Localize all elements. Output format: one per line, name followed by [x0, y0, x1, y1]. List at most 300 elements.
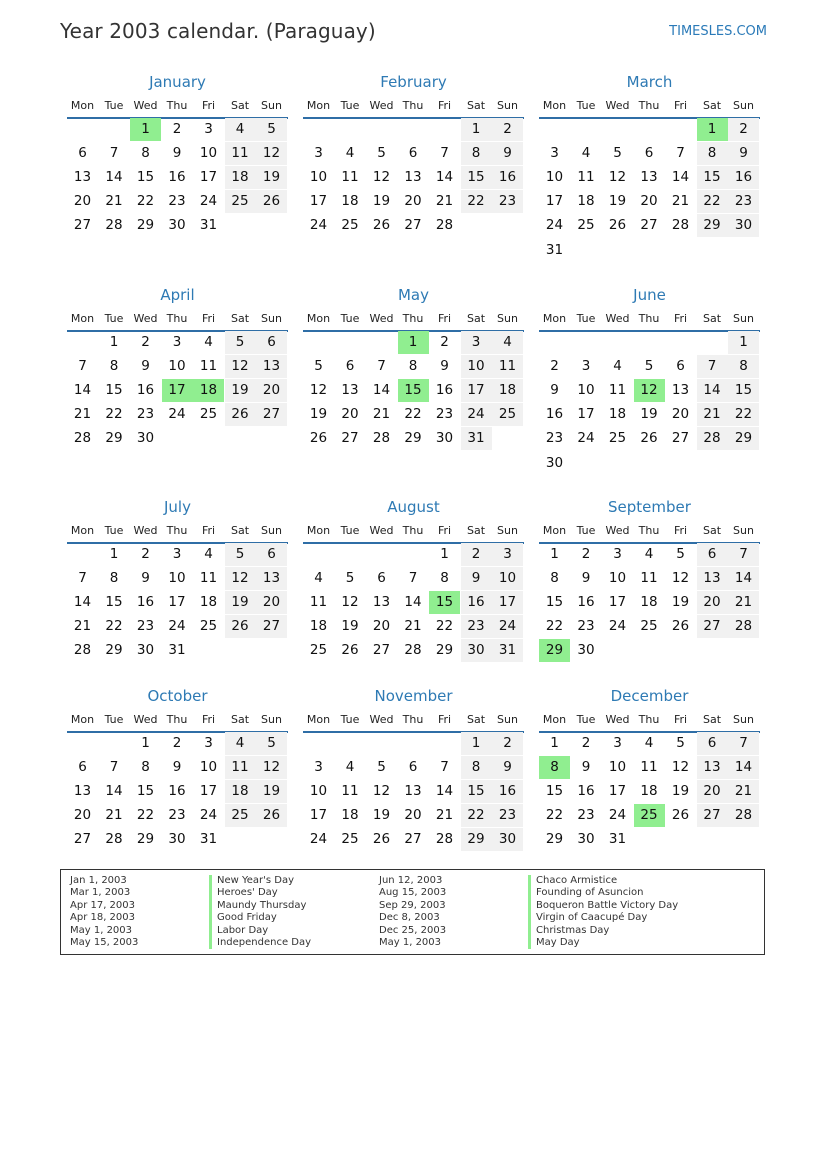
day-cell: 28 [372, 430, 391, 447]
month-name: January [149, 73, 206, 91]
day-cell: 6 [408, 759, 418, 776]
day-cell: 16 [492, 780, 523, 803]
weekday-header: Fri [437, 524, 452, 537]
day-cell: 18 [577, 193, 595, 210]
day-cell: 3 [492, 543, 523, 566]
day-cell: 8 [141, 759, 150, 776]
weekday-header: Mon [306, 524, 331, 537]
day-cell: 5 [676, 546, 685, 562]
weekday-header: Sat [702, 524, 722, 537]
day-cell: 21 [435, 193, 454, 210]
day-cell: 3 [204, 735, 213, 751]
legend-holiday-name: May Day [528, 937, 580, 949]
day-cell: 17 [492, 591, 523, 614]
day-cell: 2 [492, 118, 523, 141]
day-cell: 28 [435, 217, 454, 234]
day-cell: 26 [256, 190, 287, 213]
day-cell: 21 [728, 591, 759, 614]
weekday-header: Tue [340, 99, 360, 112]
legend-holiday-name: New Year's Day [209, 875, 294, 887]
day-cell: 14 [435, 783, 454, 800]
day-cell: 28 [728, 615, 759, 638]
weekday-header: Sun [261, 524, 282, 537]
day-cell: 23 [728, 190, 759, 213]
day-cell: 13 [73, 783, 92, 800]
day-cell: 12 [225, 567, 256, 590]
weekday-header: Thu [402, 524, 424, 537]
legend-date: Dec 25, 2003 [379, 924, 447, 936]
day-cell: 9 [440, 358, 449, 375]
day-cell: 18 [225, 780, 256, 803]
day-cell: 7 [78, 358, 87, 375]
day-cell: 16 [461, 591, 492, 614]
day-cell: 3 [613, 546, 622, 562]
day-cell: 15 [461, 166, 492, 189]
day-cell: 5 [377, 145, 386, 162]
weekday-header: Sat [230, 713, 250, 726]
day-cell: 24 [309, 831, 328, 848]
weekday-header: Sun [261, 713, 282, 726]
day-cell: 22 [404, 406, 422, 423]
weekday-header: Fri [437, 713, 452, 726]
month-name: June [633, 286, 666, 304]
day-cell: 11 [640, 759, 658, 776]
day-cell: 29 [136, 217, 155, 234]
day-cell: 22 [136, 193, 155, 210]
day-cell: 8 [109, 358, 119, 375]
day-cell: 24 [608, 618, 627, 635]
day-cell: 6 [697, 732, 728, 755]
weekday-header: Fri [201, 312, 216, 325]
day-cell: 7 [440, 759, 449, 776]
day-cell: 1 [141, 735, 150, 751]
day-cell: 9 [728, 142, 759, 165]
day-cell: 12 [309, 382, 328, 399]
holiday-date: 17 [162, 379, 193, 402]
day-cell: 22 [461, 804, 492, 827]
day-cell: 4 [644, 546, 654, 562]
day-cell: 13 [671, 382, 690, 399]
day-cell: 18 [309, 618, 328, 635]
day-cell: 14 [105, 169, 123, 186]
day-cell: 10 [608, 759, 627, 776]
day-cell: 10 [577, 382, 595, 399]
day-cell: 25 [608, 430, 627, 447]
legend-holiday-name: Boqueron Battle Victory Day [528, 900, 678, 912]
weekday-header: Sat [466, 524, 486, 537]
day-cell: 13 [640, 169, 658, 186]
month-name: August [387, 498, 440, 516]
day-cell: 3 [581, 358, 591, 375]
weekday-header: Sat [702, 713, 722, 726]
holiday-date: 15 [398, 379, 429, 402]
weekday-header: Mon [542, 713, 567, 726]
day-cell: 9 [492, 756, 523, 779]
day-cell: 12 [608, 169, 627, 186]
day-cell: 6 [345, 358, 355, 375]
day-cell: 22 [435, 618, 454, 635]
day-cell: 31 [199, 831, 218, 848]
holiday-date: 18 [193, 379, 224, 402]
holiday-date: 12 [634, 379, 665, 402]
legend-date: May 1, 2003 [70, 924, 133, 936]
weekday-header: Tue [576, 524, 596, 537]
day-cell: 26 [341, 642, 359, 659]
month-december [539, 687, 760, 887]
legend-date: Apr 17, 2003 [70, 899, 136, 911]
day-cell: 19 [309, 406, 328, 423]
day-cell: 4 [345, 759, 355, 776]
day-cell: 6 [256, 543, 287, 566]
holiday-date: 1 [398, 331, 429, 354]
day-cell: 14 [728, 567, 759, 590]
day-cell: 26 [225, 403, 256, 426]
day-cell: 14 [435, 169, 454, 186]
day-cell: 3 [461, 331, 492, 354]
weekday-header: Wed [605, 524, 630, 537]
day-cell: 30 [435, 430, 454, 447]
day-cell: 3 [314, 145, 323, 162]
day-cell: 8 [550, 570, 559, 587]
day-cell: 18 [608, 406, 627, 423]
legend-holiday-name: Founding of Asuncion [528, 887, 643, 899]
weekday-header: Mon [70, 524, 95, 537]
day-cell: 8 [109, 570, 119, 587]
weekday-header: Sat [702, 99, 722, 112]
weekday-header: Tue [576, 713, 596, 726]
day-cell: 25 [640, 618, 658, 635]
weekday-header: Sun [497, 99, 518, 112]
month-name: March [626, 73, 673, 91]
weekday-header: Thu [166, 713, 188, 726]
day-cell: 7 [676, 145, 685, 162]
day-cell: 28 [105, 831, 123, 848]
day-cell: 21 [671, 193, 690, 210]
day-cell: 19 [256, 780, 287, 803]
month-november [303, 687, 524, 887]
holiday-legend [60, 869, 765, 955]
day-cell: 11 [309, 594, 328, 611]
weekday-header: Tue [340, 312, 360, 325]
day-cell: 24 [545, 217, 564, 234]
day-cell: 18 [225, 166, 256, 189]
day-cell: 6 [256, 331, 287, 354]
weekday-header: Fri [673, 524, 688, 537]
day-cell: 19 [372, 807, 391, 824]
weekday-header: Sat [230, 312, 250, 325]
day-cell: 26 [671, 807, 690, 824]
weekday-header: Sat [466, 312, 486, 325]
month-june [539, 286, 760, 486]
month-october [67, 687, 288, 887]
day-cell: 25 [341, 217, 359, 234]
month-august [303, 498, 524, 698]
weekday-header: Sat [702, 312, 722, 325]
day-cell: 4 [345, 145, 355, 162]
day-cell: 7 [377, 358, 386, 375]
weekday-header: Thu [638, 99, 660, 112]
weekday-header: Tue [104, 524, 124, 537]
day-cell: 16 [492, 166, 523, 189]
month-name: November [374, 687, 453, 705]
day-cell: 2 [172, 121, 182, 137]
day-cell: 18 [341, 807, 359, 824]
legend-holiday-name: Chaco Armistice [528, 875, 617, 887]
day-cell: 30 [136, 430, 155, 447]
month-name: May [397, 286, 429, 304]
day-cell: 19 [341, 618, 359, 635]
day-cell: 2 [461, 543, 492, 566]
day-cell: 31 [199, 217, 218, 234]
weekday-header: Sun [261, 312, 282, 325]
day-cell: 21 [73, 618, 92, 635]
weekday-header: Sat [230, 99, 250, 112]
day-cell: 22 [697, 190, 728, 213]
weekday-header: Wed [369, 713, 394, 726]
weekday-header: Sat [466, 713, 486, 726]
day-cell: 6 [377, 570, 386, 587]
day-cell: 11 [341, 783, 359, 800]
weekday-header: Tue [576, 99, 596, 112]
day-cell: 6 [697, 543, 728, 566]
day-cell: 4 [581, 145, 591, 162]
weekday-header: Mon [70, 713, 95, 726]
day-cell: 18 [199, 594, 218, 611]
day-cell: 28 [73, 430, 92, 447]
legend-holiday-name: Heroes' Day [209, 887, 278, 899]
day-cell: 21 [404, 618, 422, 635]
day-cell: 15 [545, 783, 564, 800]
day-cell: 29 [404, 430, 422, 447]
day-cell: 28 [404, 642, 422, 659]
day-cell: 9 [172, 759, 182, 776]
day-cell: 18 [640, 594, 658, 611]
weekday-header: Tue [340, 713, 360, 726]
day-cell: 22 [105, 618, 123, 635]
day-cell: 22 [136, 807, 155, 824]
day-cell: 13 [341, 382, 359, 399]
weekday-header: Sun [497, 524, 518, 537]
day-cell: 15 [136, 783, 155, 800]
day-cell: 2 [141, 334, 150, 350]
day-cell: 2 [550, 358, 559, 375]
day-cell: 30 [168, 217, 186, 234]
weekday-header: Tue [340, 524, 360, 537]
day-cell: 11 [640, 570, 658, 587]
day-cell: 9 [550, 382, 559, 399]
day-cell: 7 [109, 759, 119, 776]
day-cell: 29 [105, 430, 123, 447]
day-cell: 17 [199, 169, 218, 186]
day-cell: 30 [545, 454, 564, 471]
day-cell: 1 [109, 546, 119, 562]
day-cell: 2 [492, 732, 523, 755]
day-cell: 29 [136, 831, 155, 848]
weekday-header: Mon [542, 99, 567, 112]
day-cell: 27 [341, 430, 359, 447]
weekday-header: Wed [133, 99, 158, 112]
day-cell: 23 [136, 618, 155, 635]
day-cell: 12 [372, 169, 391, 186]
day-cell: 1 [550, 735, 559, 751]
day-cell: 29 [728, 427, 759, 450]
day-cell: 6 [644, 145, 654, 162]
day-cell: 4 [225, 732, 256, 755]
day-cell: 8 [697, 142, 728, 165]
day-cell: 1 [728, 331, 759, 354]
weekday-header: Wed [605, 99, 630, 112]
day-cell: 17 [168, 594, 186, 611]
day-cell: 10 [199, 759, 218, 776]
day-cell: 23 [136, 406, 155, 423]
day-cell: 3 [314, 759, 323, 776]
day-cell: 8 [408, 358, 418, 375]
day-cell: 29 [461, 828, 492, 851]
day-cell: 10 [545, 169, 564, 186]
day-cell: 28 [728, 804, 759, 827]
weekday-header: Mon [306, 713, 331, 726]
day-cell: 30 [168, 831, 186, 848]
day-cell: 2 [728, 118, 759, 141]
day-cell: 5 [314, 358, 323, 375]
day-cell: 26 [608, 217, 627, 234]
day-cell: 24 [199, 807, 218, 824]
day-cell: 16 [136, 594, 155, 611]
day-cell: 5 [676, 735, 685, 751]
month-april [67, 286, 288, 486]
day-cell: 5 [613, 145, 622, 162]
day-cell: 1 [440, 546, 449, 562]
month-february [303, 73, 524, 273]
day-cell: 30 [728, 214, 759, 237]
legend-holiday-name: Good Friday [209, 912, 277, 924]
day-cell: 9 [172, 145, 182, 162]
day-cell: 4 [204, 546, 213, 562]
month-name: April [160, 286, 195, 304]
day-cell: 13 [697, 756, 728, 779]
day-cell: 2 [581, 735, 591, 751]
day-cell: 23 [577, 807, 595, 824]
month-may [303, 286, 524, 486]
day-cell: 17 [608, 783, 627, 800]
day-cell: 14 [105, 783, 123, 800]
day-cell: 19 [225, 379, 256, 402]
day-cell: 8 [461, 142, 492, 165]
day-cell: 30 [577, 642, 595, 659]
legend-date: Dec 8, 2003 [379, 912, 440, 924]
day-cell: 15 [136, 169, 155, 186]
day-cell: 14 [671, 169, 690, 186]
weekday-header: Sun [733, 713, 754, 726]
day-cell: 30 [136, 642, 155, 659]
day-cell: 11 [199, 570, 218, 587]
day-cell: 22 [545, 618, 564, 635]
day-cell: 26 [309, 430, 328, 447]
day-cell: 11 [225, 142, 256, 165]
day-cell: 13 [697, 567, 728, 590]
weekday-header: Sun [733, 99, 754, 112]
day-cell: 20 [372, 618, 391, 635]
day-cell: 8 [728, 355, 759, 378]
holiday-date: 25 [634, 804, 665, 827]
day-cell: 31 [492, 639, 523, 662]
weekday-header: Sun [733, 312, 754, 325]
weekday-header: Thu [166, 312, 188, 325]
day-cell: 2 [172, 735, 182, 751]
header-divider [539, 330, 760, 332]
weekday-header: Fri [201, 713, 216, 726]
weekday-header: Thu [402, 99, 424, 112]
weekday-header: Sun [733, 524, 754, 537]
weekday-header: Fri [201, 99, 216, 112]
day-cell: 14 [73, 594, 92, 611]
day-cell: 23 [577, 618, 595, 635]
day-cell: 21 [728, 780, 759, 803]
day-cell: 31 [168, 642, 186, 659]
day-cell: 16 [136, 382, 155, 399]
day-cell: 16 [435, 382, 454, 399]
legend-date: Apr 18, 2003 [70, 912, 136, 924]
day-cell: 14 [728, 756, 759, 779]
day-cell: 17 [608, 594, 627, 611]
day-cell: 31 [461, 427, 492, 450]
legend-holiday-name: Virgin of Caacupé Day [528, 912, 647, 924]
weekday-header: Mon [70, 312, 95, 325]
day-cell: 5 [256, 732, 287, 755]
day-cell: 2 [440, 334, 449, 350]
weekday-header: Wed [133, 524, 158, 537]
day-cell: 28 [105, 217, 123, 234]
day-cell: 19 [608, 193, 627, 210]
day-cell: 27 [73, 217, 92, 234]
day-cell: 7 [440, 145, 449, 162]
weekday-header: Tue [576, 312, 596, 325]
day-cell: 9 [141, 358, 150, 375]
day-cell: 14 [404, 594, 422, 611]
day-cell: 10 [608, 570, 627, 587]
day-cell: 12 [256, 142, 287, 165]
weekday-header: Wed [369, 312, 394, 325]
day-cell: 27 [697, 615, 728, 638]
day-cell: 23 [492, 804, 523, 827]
day-cell: 24 [577, 430, 595, 447]
day-cell: 16 [545, 406, 564, 423]
day-cell: 3 [550, 145, 559, 162]
day-cell: 25 [199, 618, 218, 635]
day-cell: 5 [256, 118, 287, 141]
day-cell: 29 [545, 831, 564, 848]
day-cell: 24 [309, 217, 328, 234]
day-cell: 10 [309, 169, 328, 186]
day-cell: 11 [225, 756, 256, 779]
month-name: September [608, 498, 691, 516]
day-cell: 23 [545, 430, 564, 447]
day-cell: 3 [172, 546, 182, 562]
day-cell: 5 [377, 759, 386, 776]
day-cell: 31 [545, 241, 564, 258]
site-link[interactable]: TIMESLES.COM [669, 24, 767, 39]
day-cell: 8 [461, 756, 492, 779]
legend-holiday-name: Independence Day [209, 937, 311, 949]
day-cell: 1 [550, 546, 559, 562]
day-cell: 10 [168, 570, 186, 587]
day-cell: 21 [435, 807, 454, 824]
day-cell: 26 [640, 430, 658, 447]
day-cell: 6 [676, 358, 685, 375]
day-cell: 6 [408, 145, 418, 162]
legend-date: Sep 29, 2003 [379, 899, 446, 911]
day-cell: 16 [168, 783, 186, 800]
